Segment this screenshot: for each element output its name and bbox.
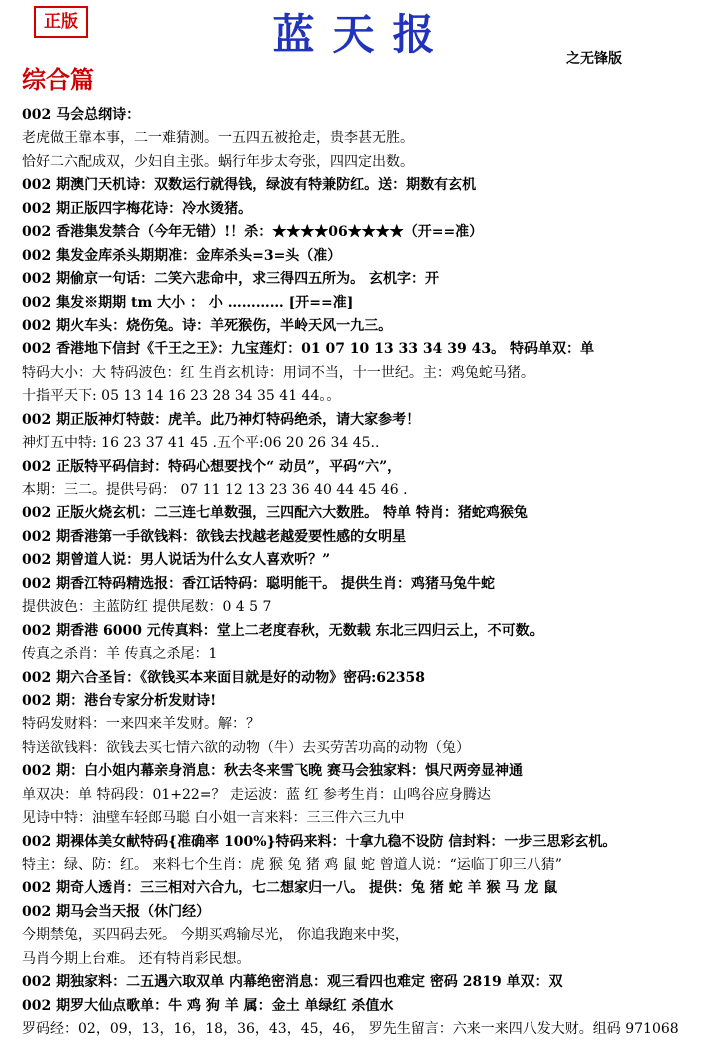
text-line: 今期禁兔，买四码去死。 今期买鸡输尽光， 你追我跑来中奖， [22,927,409,944]
text-line: 马肖今期上台难。 还有特肖彩民想。 [22,950,251,967]
text-line: 002 期正版神灯特鼓：虎羊。此乃神灯特码绝杀，请大家参考！ [22,411,421,428]
text-line: 002 期奇人透肖：三三相对六合九，七二想家归一八。 提供：兔 猪 蛇 羊 猴 马 龙 鼠 [22,880,558,897]
section-heading: 综合篇 [22,65,94,94]
text-line: 002 正版特平码信封：特码心想要找个“ 动员”，平码“六”， [22,458,402,475]
text-line: 单双决：单 特码段：01+22=？ 走运波：蓝 红 参考生肖：山鸣谷应身腾达 [22,786,491,803]
text-line: 002 期罗大仙点歌单：牛 鸡 狗 羊 属：金土 单绿红 杀值水 [22,997,394,1014]
text-body [22,104,712,1042]
text-line: 002 集发※期期 tm 大小 ： 小 ………… [开==准] [22,294,354,311]
text-line: 002 马会总纲诗： [22,107,141,123]
text-line: 002 期：港台专家分析发财诗! [22,692,217,709]
text-line: 恰好二六配成双，少妇自主张。蜗行年步太夸张，四四定出数。 [22,153,414,170]
text-line: 传真之杀肖：羊 传真之杀尾：1 [22,646,218,663]
text-line: 002 期曾道人说：男人说话为什么女人喜欢听？” [22,552,331,569]
text-line: 002 期裸体美女献特码{准确率 100%}特码来料：十拿九稳不设防 信封料：一步三思彩玄机。 [22,833,617,850]
text-line: 002 期偷京一句话：二笑六悲命中，求三得四五所为。 玄机字：开 [22,271,439,288]
text-line: 002 香港集发禁合（今年无错）!！杀：★★★★06★★★★（开==准） [22,224,484,241]
text-line: 特送欲钱料：欲钱去买七情六欲的动物（牛）去买劳苦功高的动物（兔） [22,739,470,756]
text-line: 002 集发金库杀头期期准：金库杀头=3=头（准） [22,247,342,264]
text-line: 002 期马会当天报（休门经） [22,903,211,920]
text-line: 提供波色：主蓝防红 提供尾数：0 4 5 7 [22,599,272,616]
text-line: 002 期独家料：二五遇六取双单 内幕绝密消息：观三看四也难定 密码 2819 单双：双 [22,974,563,991]
text-line: 十指平天下: 05 13 14 16 23 28 34 35 41 44。。 [22,388,341,405]
text-line: 老虎做王靠本事，二一难猜测。一五四五被抢走，贵李甚无胜。 [22,130,414,147]
text-line: 002 期正版四字梅花诗：冷水烫猪。 [22,200,253,217]
text-line: 002 期六合圣旨：《欲钱买本来面目就是好的动物》密码:62358 [22,669,425,686]
text-line: 见诗中特：油壁车轻郎马聪 白小姐一言来料：三三件六三九中 [22,810,405,827]
text-line: 神灯五中特: 16 23 37 41 45 .五个平:06 20 26 34 45.. [22,435,380,452]
page-title: 蓝天报 [272,10,453,59]
text-line: 特码发财料：一来四来羊发财。解：？ [22,716,260,733]
text-line: 特主：绿、防：红。 来料七个生肖：虎 猴 兔 猪 鸡 鼠 蛇 曾道人说：“运临丁卯三八猜” [22,857,562,873]
text-line: 002 期：白小姐内幕亲身消息：秋去冬来雪飞晚 赛马会独家料：惧尺两旁显神通 [22,763,523,780]
text-line: 本期：三二。提供号码： 07 11 12 13 23 36 40 44 45 46 . [22,482,408,498]
text-line: 002 期澳门天机诗：双数运行就得钱，绿波有特兼防红。送：期数有玄机 [22,177,477,194]
text-line: 002 期香港 6000 元传真料：堂上二老度春秋，无数载 东北三四归云上，不可数。 [22,622,544,639]
text-line: 002 香港地下信封《千王之王》：九宝莲灯：01 07 10 13 33 34 39 43。 特码单双：单 [22,341,594,358]
edition-label: 之无锋版 [566,51,622,67]
text-line: 特码大小：大 特码波色：红 生肖玄机诗：用词不当，十一世纪。主：鸡兔蛇马猪。 [22,364,535,381]
text-line: 罗码经：02，09，13，16，18，36，43，45，46， 罗先生留言：六来一来四八发大财。组码 971068 [22,1021,679,1038]
genuine-badge: 正版 [34,6,88,38]
text-line: 002 正版火烧玄机：二三连七单数强，三四配六大数胜。 特单 特肖：猪蛇鸡猴兔 [22,505,528,522]
text-line: 002 期香江特码精选报：香江话特码：聪明能干。 提供生肖：鸡猪马兔牛蛇 [22,575,495,592]
text-line: 002 期火车头：烧伤兔。诗：羊死猴伤，半岭天风一九三。 [22,317,393,334]
text-line: 002 期香港第一手欲钱料：欲钱去找越老越爱要性感的女明星 [22,528,407,545]
